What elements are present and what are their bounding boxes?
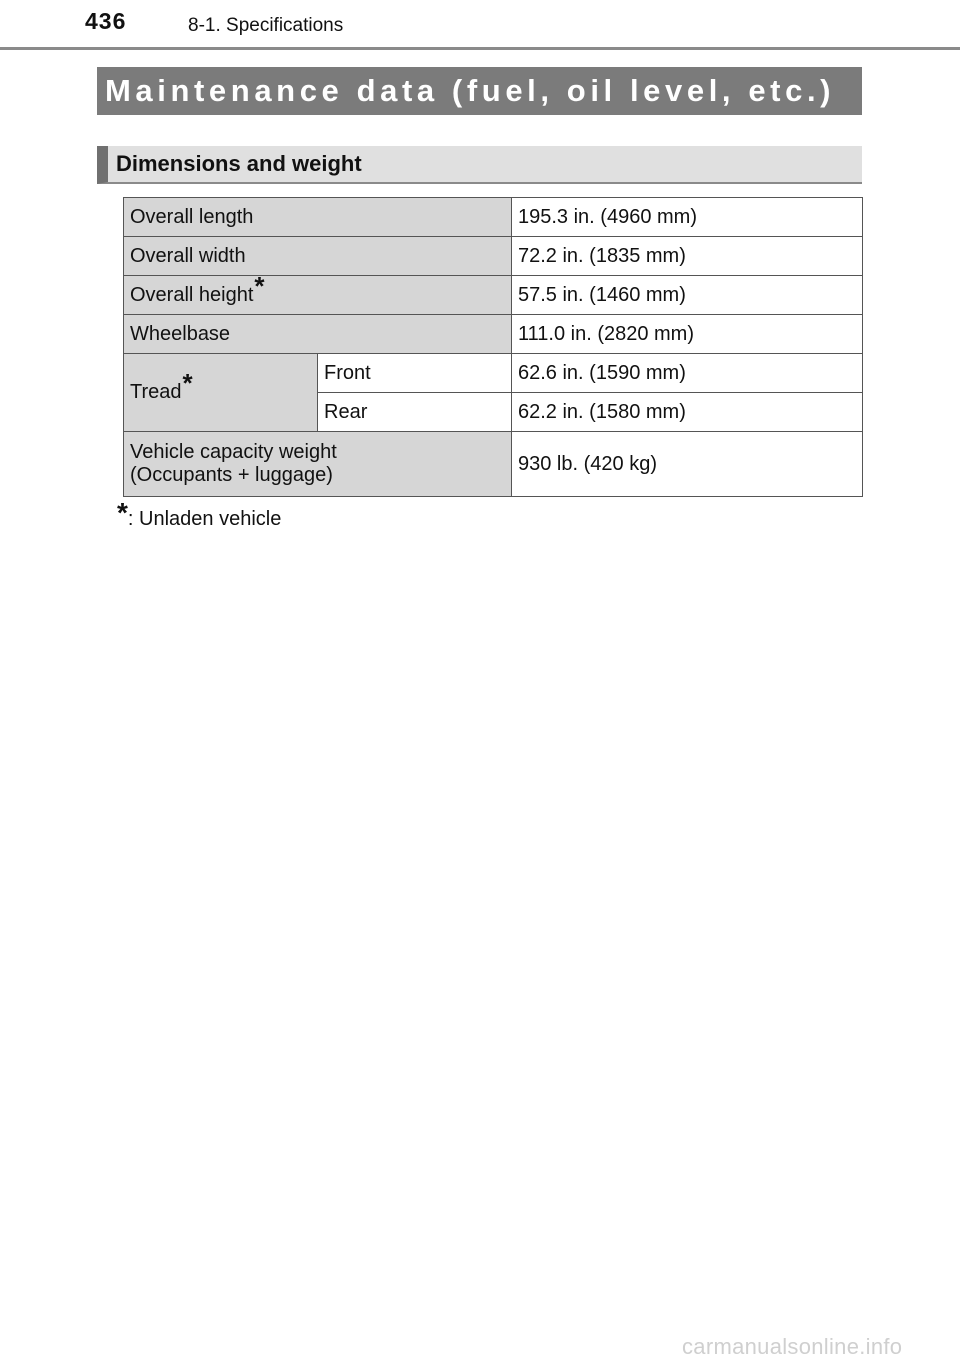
row-label: Overall height [130, 283, 254, 306]
table-row [124, 432, 863, 497]
row-label-line2: (Occupants + luggage) [130, 464, 333, 486]
sub-label-rear: Rear [318, 393, 512, 432]
row-label: Overall width [124, 237, 512, 276]
table-row [124, 276, 863, 315]
row-value: 62.6 in. (1590 mm) [512, 354, 863, 393]
row-label-cell [124, 432, 512, 497]
tread-label-cell [124, 354, 318, 432]
page-title: Maintenance data (fuel, oil level, etc.) [105, 73, 836, 108]
row-value: 57.5 in. (1460 mm) [512, 276, 863, 315]
row-label: Tread [130, 381, 182, 403]
footnote [117, 497, 282, 531]
dimensions-table [123, 197, 863, 497]
row-label-cell [124, 270, 512, 315]
footnote-text: : Unladen vehicle [127, 508, 282, 530]
section-label: 8-1. Specifications [188, 15, 344, 36]
page-number: 436 [85, 8, 127, 34]
row-label-line1: Vehicle capacity weight [130, 441, 337, 463]
footnote-marker: * [117, 497, 128, 528]
watermark: carmanualsonline.info [682, 1334, 903, 1359]
subsection-title-bar [97, 146, 862, 184]
subsection-title: Dimensions and weight [116, 151, 362, 176]
row-value: 72.2 in. (1835 mm) [512, 237, 863, 276]
main-title-bar [97, 67, 862, 115]
row-value: 111.0 in. (2820 mm) [512, 315, 863, 354]
row-value: 930 lb. (420 kg) [512, 432, 863, 497]
table-row [124, 315, 863, 354]
footnote-marker: * [182, 368, 193, 398]
row-value: 195.3 in. (4960 mm) [512, 198, 863, 237]
footnote-marker: * [254, 270, 265, 301]
sub-label-front: Front [318, 354, 512, 393]
table-row [124, 237, 863, 276]
row-label: Wheelbase [124, 315, 512, 354]
table-row [124, 354, 863, 393]
header-rule [0, 47, 960, 50]
table-row [124, 198, 863, 237]
row-value: 62.2 in. (1580 mm) [512, 393, 863, 432]
row-label: Overall length [124, 198, 512, 237]
